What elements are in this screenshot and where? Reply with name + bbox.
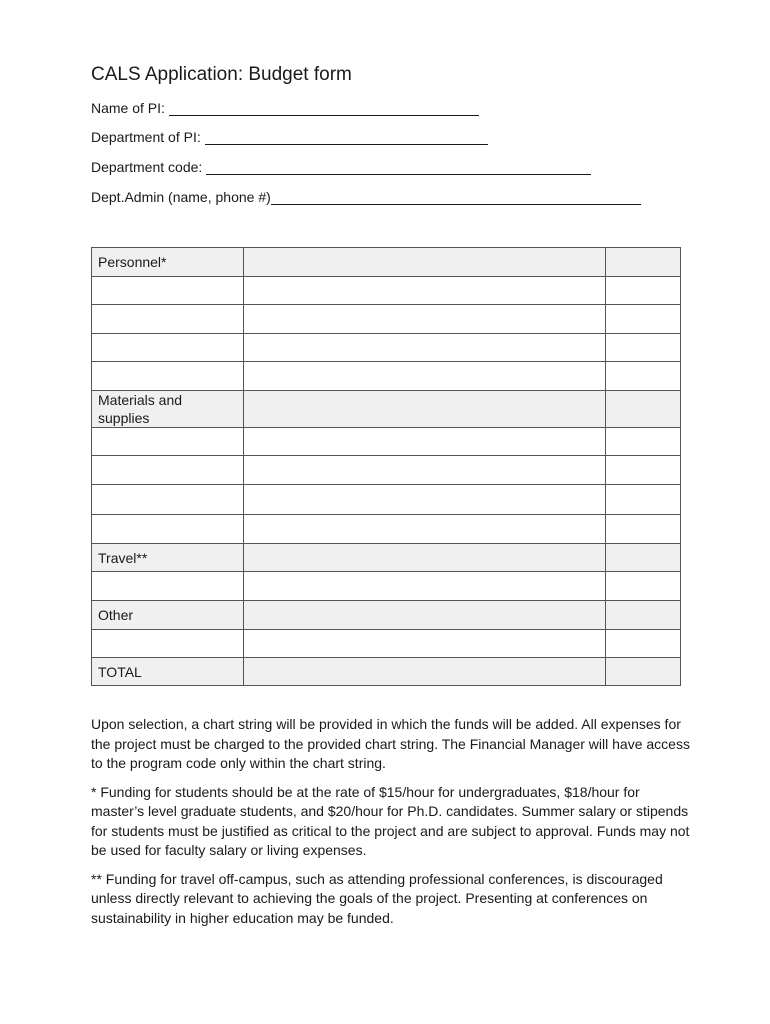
budget-description-cell[interactable] bbox=[244, 362, 606, 391]
budget-item-cell[interactable] bbox=[92, 428, 244, 456]
budget-category-label: Materials and supplies bbox=[92, 391, 244, 428]
page-title: CALS Application: Budget form bbox=[91, 64, 352, 85]
budget-item-cell[interactable] bbox=[92, 515, 244, 544]
budget-amount-cell[interactable] bbox=[606, 572, 681, 601]
budget-description-cell[interactable] bbox=[244, 515, 606, 544]
department-code-input-line[interactable] bbox=[206, 160, 591, 175]
pi-name-label: Name of PI: bbox=[91, 100, 165, 116]
budget-description-cell[interactable] bbox=[244, 658, 606, 686]
budget-category-label: Personnel* bbox=[92, 248, 244, 277]
budget-category-row bbox=[92, 391, 681, 428]
budget-amount-cell[interactable] bbox=[606, 515, 681, 544]
department-code-label: Department code: bbox=[91, 159, 203, 175]
budget-entry-row bbox=[92, 334, 681, 362]
budget-entry-row bbox=[92, 362, 681, 391]
budget-table bbox=[91, 247, 681, 686]
budget-amount-cell[interactable] bbox=[606, 485, 681, 515]
budget-description-cell[interactable] bbox=[244, 601, 606, 630]
budget-entry-row bbox=[92, 277, 681, 305]
budget-description-cell[interactable] bbox=[244, 305, 606, 334]
budget-amount-cell[interactable] bbox=[606, 630, 681, 658]
budget-description-cell[interactable] bbox=[244, 544, 606, 572]
chart-string-note: Upon selection, a chart string will be provided in which the funds will be added. All expenses for the project must be charged to the provided chart string. The Financial Manager will have access to the program code only within the chart string. bbox=[91, 716, 690, 771]
budget-description-cell[interactable] bbox=[244, 630, 606, 658]
budget-item-cell[interactable] bbox=[92, 572, 244, 601]
budget-category-row bbox=[92, 658, 681, 686]
budget-entry-row bbox=[92, 428, 681, 456]
budget-item-cell[interactable] bbox=[92, 334, 244, 362]
budget-description-cell[interactable] bbox=[244, 572, 606, 601]
dept-admin-input-line[interactable] bbox=[271, 190, 641, 205]
budget-entry-row bbox=[92, 485, 681, 515]
budget-category-label: Other bbox=[92, 601, 244, 630]
budget-description-cell[interactable] bbox=[244, 428, 606, 456]
department-code-field[interactable] bbox=[91, 159, 591, 175]
budget-description-cell[interactable] bbox=[244, 391, 606, 428]
budget-description-cell[interactable] bbox=[244, 334, 606, 362]
budget-category-row bbox=[92, 601, 681, 630]
budget-description-cell[interactable] bbox=[244, 456, 606, 485]
budget-description-cell[interactable] bbox=[244, 248, 606, 277]
budget-entry-row bbox=[92, 305, 681, 334]
budget-entry-row bbox=[92, 515, 681, 544]
budget-category-row bbox=[92, 544, 681, 572]
budget-amount-cell[interactable] bbox=[606, 658, 681, 686]
budget-amount-cell[interactable] bbox=[606, 601, 681, 630]
budget-amount-cell[interactable] bbox=[606, 334, 681, 362]
budget-entry-row bbox=[92, 630, 681, 658]
budget-item-cell[interactable] bbox=[92, 277, 244, 305]
pi-department-input-line[interactable] bbox=[205, 130, 488, 145]
budget-entry-row bbox=[92, 572, 681, 601]
student-funding-note: * Funding for students should be at the rate of $15/hour for undergraduates, $18/hour for master’s level graduate students, and $20/hour for Ph.D. candidates. Summer salary or stipends for students must be justified as critical to the project and are subject to approval. Funds may not be used for faculty salary or living expenses. bbox=[91, 783, 690, 858]
budget-description-cell[interactable] bbox=[244, 277, 606, 305]
budget-entry-row bbox=[92, 456, 681, 485]
dept-admin-field[interactable] bbox=[91, 189, 641, 205]
pi-department-field[interactable] bbox=[91, 129, 488, 145]
budget-amount-cell[interactable] bbox=[606, 362, 681, 391]
budget-item-cell[interactable] bbox=[92, 362, 244, 391]
budget-amount-cell[interactable] bbox=[606, 391, 681, 428]
pi-department-label: Department of PI: bbox=[91, 129, 201, 145]
budget-category-label: TOTAL bbox=[92, 658, 244, 686]
budget-description-cell[interactable] bbox=[244, 485, 606, 515]
dept-admin-label: Dept.Admin (name, phone #) bbox=[91, 189, 271, 205]
budget-amount-cell[interactable] bbox=[606, 428, 681, 456]
budget-category-row bbox=[92, 248, 681, 277]
budget-amount-cell[interactable] bbox=[606, 277, 681, 305]
budget-item-cell[interactable] bbox=[92, 456, 244, 485]
budget-item-cell[interactable] bbox=[92, 630, 244, 658]
pi-name-input-line[interactable] bbox=[169, 101, 479, 116]
budget-category-label: Travel** bbox=[92, 544, 244, 572]
budget-amount-cell[interactable] bbox=[606, 456, 681, 485]
pi-name-field[interactable] bbox=[91, 100, 479, 116]
travel-funding-note: ** Funding for travel off-campus, such as attending professional conferences, is discouraged unless directly relevant to achieving the goals of the project. Presenting at conferences on sustainability in higher education may be funded. bbox=[91, 870, 663, 926]
budget-amount-cell[interactable] bbox=[606, 544, 681, 572]
budget-amount-cell[interactable] bbox=[606, 248, 681, 277]
notes-section bbox=[91, 715, 691, 937]
budget-item-cell[interactable] bbox=[92, 305, 244, 334]
budget-item-cell[interactable] bbox=[92, 485, 244, 515]
budget-amount-cell[interactable] bbox=[606, 305, 681, 334]
